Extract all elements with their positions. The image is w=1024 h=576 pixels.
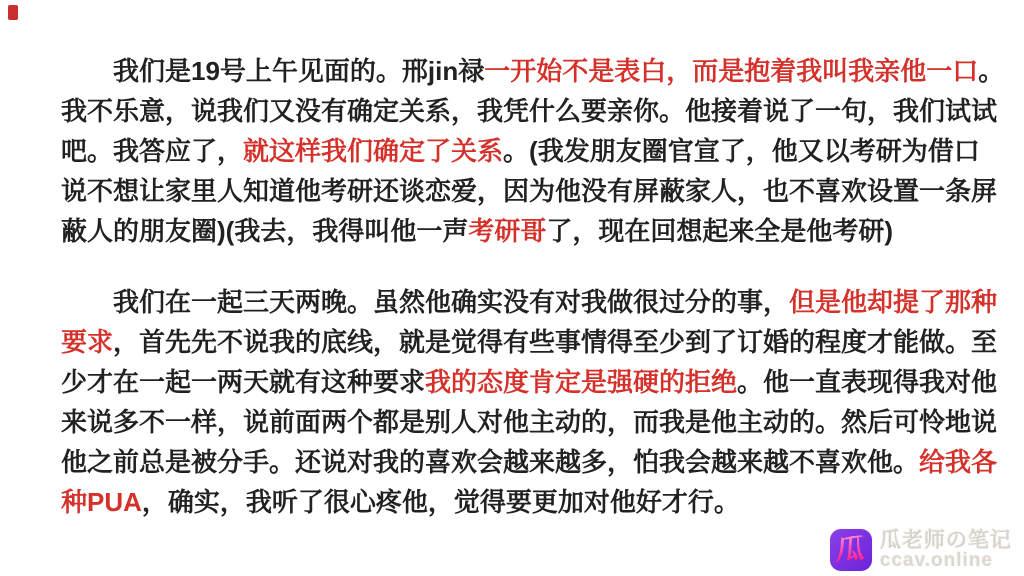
paragraph (61, 51, 1005, 251)
body-text: ，首先先不说我的底线，就是觉得有些事情得至少到了订婚的程度才能做。至 (113, 327, 998, 357)
document-text (61, 51, 1005, 522)
text-line (61, 171, 1002, 211)
watermark-melon-glyph: 瓜 (835, 532, 867, 567)
paragraph (61, 282, 1002, 522)
text-line (61, 91, 1002, 131)
text-line (61, 282, 1002, 322)
body-text: 了，现在回想起来全是他考研) (546, 216, 894, 246)
watermark-melon-icon (830, 529, 872, 571)
body-text: 我们在一起三天两晚。虽然他确实没有对我做很过分的事， (113, 287, 790, 317)
watermark-text (880, 530, 1012, 571)
highlighted-text: 给我各 (919, 447, 998, 477)
body-text: 少才在一起一两天就有这种要求 (61, 367, 426, 397)
body-text: 他之前总是被分手。还说对我的喜欢会越来越多，怕我会越来越不喜欢他。 (61, 447, 920, 477)
highlighted-text: 考研哥 (468, 216, 547, 246)
body-text: 来说多不一样，说前面两个都是别人对他主动的，而我是他主动的。然后可怜地说 (61, 407, 998, 437)
text-line (61, 402, 1002, 442)
body-text: 。他一直表现得我对他 (737, 367, 998, 397)
highlighted-text: 一开始不是表白，而是抱着我叫我亲他一口 (484, 56, 979, 86)
body-text: 我们是19号上午见面的。邢jin禄 (113, 56, 485, 86)
text-line (61, 442, 1002, 482)
text-line (61, 131, 1002, 171)
body-text: 说不想让家里人知道他考研还谈恋爱，因为他没有屏蔽家人，也不喜欢设置一条屏 (61, 176, 998, 206)
body-text: 吧。我答应了， (61, 136, 244, 166)
watermark (830, 529, 1012, 571)
text-line (61, 482, 1002, 522)
body-text: 。 (978, 56, 1005, 86)
highlighted-text: 要求 (61, 327, 114, 357)
watermark-url: ccav.online (880, 549, 994, 571)
highlighted-text: 但是他却提了那种 (789, 287, 998, 317)
text-line (61, 211, 1002, 251)
body-text: 。(我发朋友圈官宣了，他又以考研为借口 (503, 136, 980, 166)
highlighted-text: 就这样我们确定了关系 (243, 136, 504, 166)
body-text: ，确实，我听了很心疼他，觉得要更加对他好才行。 (141, 487, 740, 517)
text-line (61, 322, 1002, 362)
highlighted-text: 我的态度肯定是强硬的拒绝 (425, 367, 738, 397)
highlighted-text: 种PUA (61, 487, 142, 517)
text-line (61, 51, 1005, 91)
watermark-title: 瓜老师の笔记 (880, 528, 1012, 552)
corner-mark (8, 5, 18, 20)
text-line (61, 362, 1002, 402)
body-text: 蔽人的朋友圈)(我去，我得叫他一声 (61, 216, 469, 246)
body-text: 我不乐意，说我们又没有确定关系，我凭什么要亲你。他接着说了一句，我们试试 (61, 96, 998, 126)
